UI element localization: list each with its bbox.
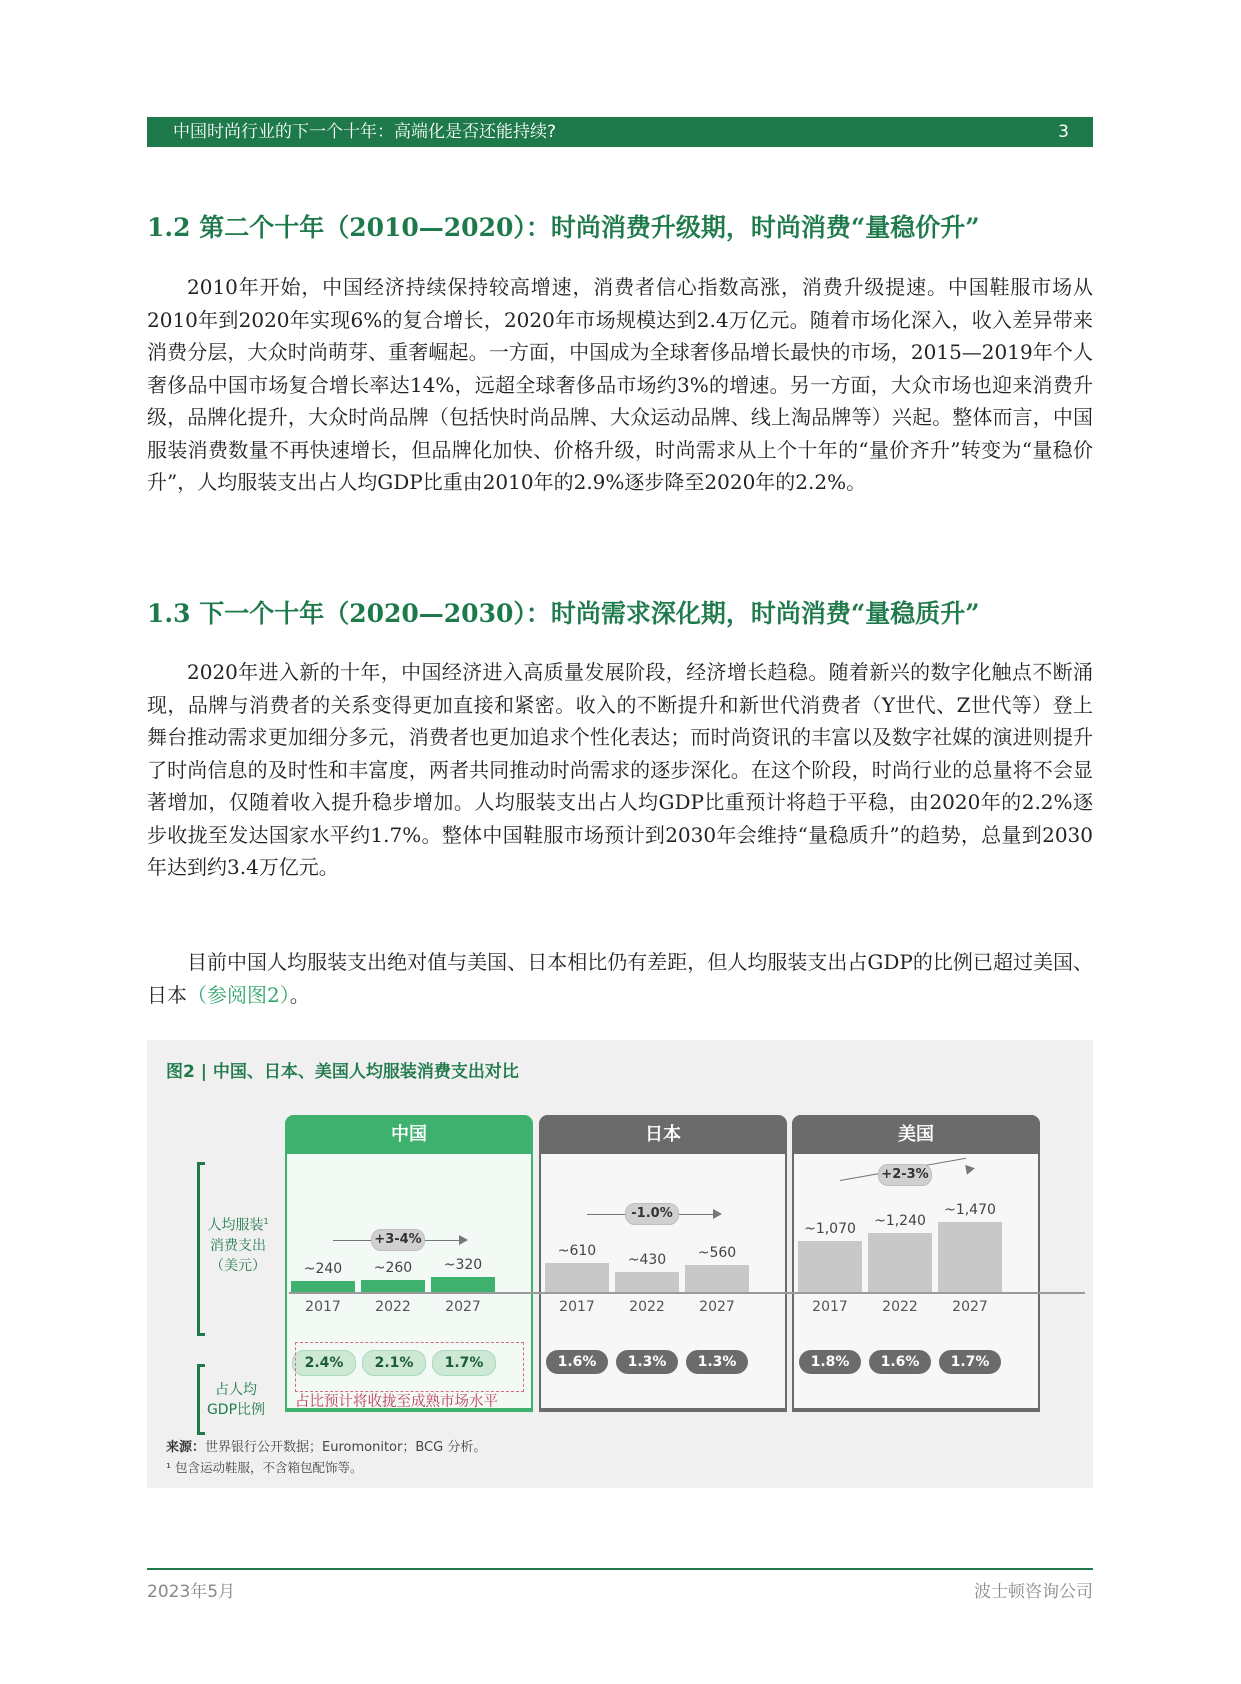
growth-rate-badge: +2-3% <box>878 1164 932 1186</box>
growth-rate-badge: -1.0% <box>625 1203 679 1225</box>
bar-value-label: ~560 <box>697 1245 737 1262</box>
footer-date: 2023年5月 <box>147 1582 236 1602</box>
gdp-share-pill: 2.1% <box>362 1350 426 1376</box>
china-share-dashed-box <box>295 1342 524 1392</box>
panel-us-header: 美国 <box>792 1115 1040 1154</box>
section-1-3-paragraph-2 <box>147 946 1093 1011</box>
section-1-3-paragraph: 2020年进入新的十年，中国经济进入高质量发展阶段，经济增长趋稳。随着新兴的数字化触点不断涌现，品牌与消费者的关系变得更加直接和紧密。收入的不断提升和新世代消费者（Y世代、Z世代等）登上舞台推动需求更加细分多元，消费者也更加追求个性化表达；而时尚资讯的丰富以及数字社媒的演进则提升了时尚信息的及时性和丰富度，两者共同推动时尚需求的逐步深化。在这个阶段，时尚行业的总量将不会显著增加，仅随着收入提升稳步增加。人均服装支出占人均GDP比重预计将趋于平稳，由2020年的2.2%逐步收拢至发达国家水平约1.7%。整体中国鞋服市场预计到2030年会维持“量稳质升”的趋势，总量到2030年达到约3.4万亿元。 <box>147 660 1093 879</box>
year-label: 2017 <box>812 1299 848 1315</box>
figure-title: 图2 | 中国、日本、美国人均服装消费支出对比 <box>166 1062 519 1082</box>
bar-value-label: ~610 <box>557 1242 597 1259</box>
bar-value-label: ~430 <box>627 1251 667 1268</box>
year-label: 2017 <box>559 1299 595 1315</box>
figure-source: 来源：世界银行公开数据；Euromonitor；BCG 分析。 <box>166 1440 487 1455</box>
page-header-band <box>147 117 1093 147</box>
year-label: 2022 <box>375 1299 411 1315</box>
bar-2-2 <box>938 1222 1002 1292</box>
row1-label: 人均服装$^1$ 消费支出 （美元） <box>207 1217 269 1274</box>
bar-value-label: ~320 <box>443 1256 483 1273</box>
footer-rule <box>147 1568 1093 1570</box>
year-label: 2022 <box>629 1299 665 1315</box>
page-number: 3 <box>1058 122 1069 142</box>
section-1-2-paragraph: 2010年开始，中国经济持续保持较高增速，消费者信心指数高涨，消费升级提速。中国鞋服市场从2010年到2020年实现6%的复合增长，2020年市场规模达到2.4万亿元。随着市场化深入，收入差异带来消费分层，大众时尚萌芽、重奢崛起。一方面，中国成为全球奢侈品增长最快的市场，2015—2019年个人奢侈品中国市场复合增长率达14%，远超全球奢侈品市场约3%的增速。另一方面，大众市场也迎来消费升级，品牌化提升，大众时尚品牌（包括快时尚品牌、大众运动品牌、线上淘品牌等）兴起。整体而言，中国服装消费数量不再快速增长，但品牌化加快、价格升级，时尚需求从上个十年的“量价齐升”转变为“量稳价升”，人均服装支出占人均GDP比重由2010年的2.9%逐步降至2020年的2.2%。 <box>147 275 1093 494</box>
bar-value-label: ~240 <box>303 1260 343 1277</box>
bar-0-1 <box>361 1280 425 1292</box>
panel-japan-header: 日本 <box>539 1115 787 1154</box>
gdp-share-pill: 1.7% <box>432 1350 496 1376</box>
gdp-share-pill: 1.6% <box>869 1350 931 1374</box>
bar-2-1 <box>868 1233 932 1292</box>
gdp-share-pill: 2.4% <box>292 1350 356 1376</box>
report-title: 中国时尚行业的下一个十年：高端化是否还能持续? <box>173 122 557 142</box>
bar-1-0 <box>545 1263 609 1292</box>
china-converge-note: 占比预计将收拢至成熟市场水平 <box>295 1394 498 1410</box>
bar-value-label: ~1,470 <box>944 1202 996 1218</box>
bar-value-label: ~260 <box>373 1259 413 1276</box>
year-label: 2022 <box>882 1299 918 1315</box>
gdp-share-pill: 1.3% <box>686 1350 748 1374</box>
footer-company: 波士顿咨询公司 <box>974 1582 1093 1602</box>
row2-label: 占人均 GDP比例 <box>206 1382 266 1418</box>
figure-2-reference-link[interactable]: （参阅图2） <box>187 982 290 1007</box>
gdp-share-pill: 1.8% <box>799 1350 861 1374</box>
bar-value-label: ~1,240 <box>874 1212 926 1229</box>
year-label: 2027 <box>952 1299 988 1315</box>
panel-china-header: 中国 <box>285 1115 533 1154</box>
bar-0-0 <box>291 1281 355 1292</box>
figure-2 <box>147 1040 1093 1488</box>
paragraph-2-end: 。 <box>289 982 310 1007</box>
bar-1-1 <box>615 1272 679 1292</box>
year-label: 2017 <box>305 1299 341 1315</box>
arrow-head-icon <box>713 1209 722 1219</box>
year-label: 2027 <box>445 1299 481 1315</box>
gdp-share-pill: 1.6% <box>546 1350 608 1374</box>
growth-rate-badge: +3-4% <box>371 1229 425 1251</box>
chart-layer <box>147 1040 1093 1488</box>
figure-footnote: ¹ 包含运动鞋服，不含箱包配饰等。 <box>166 1460 363 1475</box>
year-label: 2027 <box>699 1299 735 1315</box>
bar-2-0 <box>798 1241 862 1292</box>
bar-1-2 <box>685 1265 749 1292</box>
gdp-share-pill: 1.3% <box>616 1350 678 1374</box>
arrow-head-icon <box>459 1235 468 1245</box>
arrow-head-icon <box>965 1163 976 1174</box>
paragraph-2-text: 目前中国人均服装支出绝对值与美国、日本相比仍有差距，但人均服装支出占GDP的比例已超过美国、日本 <box>147 950 1093 1007</box>
section-heading-1-2: 1.2 第二个十年（2010—2020）：时尚消费升级期，时尚消费“量稳价升” <box>147 213 980 242</box>
section-heading-1-3: 1.3 下一个十年（2020—2030）：时尚需求深化期，时尚消费“量稳质升” <box>147 599 980 628</box>
gdp-share-pill: 1.7% <box>939 1350 1001 1374</box>
bar-value-label: ~1,070 <box>804 1221 856 1238</box>
bar-0-2 <box>431 1277 495 1292</box>
